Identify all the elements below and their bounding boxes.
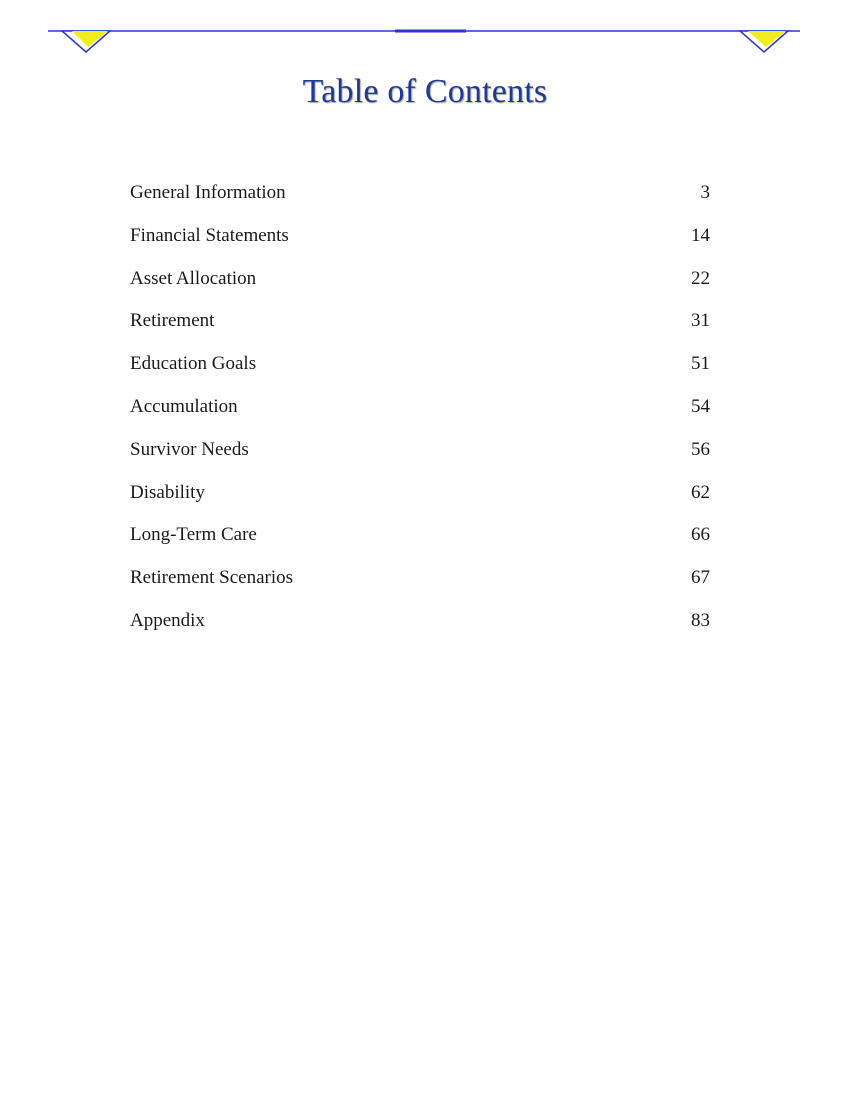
right-chevron-ornament <box>740 31 788 52</box>
toc-entry-financial-statements[interactable] <box>130 223 710 266</box>
header-decoration <box>0 0 850 60</box>
toc-entry-accumulation[interactable] <box>130 394 710 437</box>
toc-entry-asset-allocation[interactable] <box>130 266 710 309</box>
toc-entry-page: 67 <box>691 567 710 589</box>
page-title: Table of Contents <box>302 73 548 110</box>
toc-entry-title: Disability <box>130 481 205 503</box>
toc-entry-title: Survivor Needs <box>130 438 249 460</box>
toc-entry-title: Asset Allocation <box>130 267 257 289</box>
toc-entry-title: General Information <box>130 182 286 203</box>
toc-entry-disability[interactable] <box>130 480 710 523</box>
toc-entry-page: 3 <box>700 182 710 203</box>
toc-entry-page: 56 <box>691 438 710 460</box>
toc-entry-long-term-care[interactable] <box>130 522 710 565</box>
toc-entry-appendix[interactable] <box>130 608 710 651</box>
toc-entry-retirement-scenarios[interactable] <box>130 565 710 608</box>
toc-entry-page: 62 <box>691 481 710 503</box>
toc-entry-page: 83 <box>691 609 710 631</box>
toc-entry-title: Appendix <box>130 609 205 631</box>
toc-entry-survivor-needs[interactable] <box>130 437 710 480</box>
toc-entry-education-goals[interactable] <box>130 351 710 394</box>
left-chevron-ornament <box>62 31 110 52</box>
toc-entry-page: 31 <box>691 310 710 332</box>
toc-entry-title: Financial Statements <box>130 224 289 246</box>
toc-entry-retirement[interactable] <box>130 308 710 351</box>
toc-entry-title: Retirement <box>130 310 215 332</box>
toc-list <box>130 180 710 651</box>
toc-entry-general-information[interactable] <box>130 180 710 223</box>
toc-entry-page: 66 <box>691 524 710 546</box>
toc-entry-title: Accumulation <box>130 395 238 417</box>
toc-entry-title: Long-Term Care <box>130 524 257 546</box>
toc-entry-page: 54 <box>691 395 710 417</box>
toc-entry-page: 22 <box>691 267 710 289</box>
toc-entry-title: Education Goals <box>130 353 257 375</box>
toc-entry-page: 51 <box>691 353 710 375</box>
toc-entry-title: Retirement Scenarios <box>130 567 294 589</box>
toc-entry-page: 14 <box>691 224 710 246</box>
